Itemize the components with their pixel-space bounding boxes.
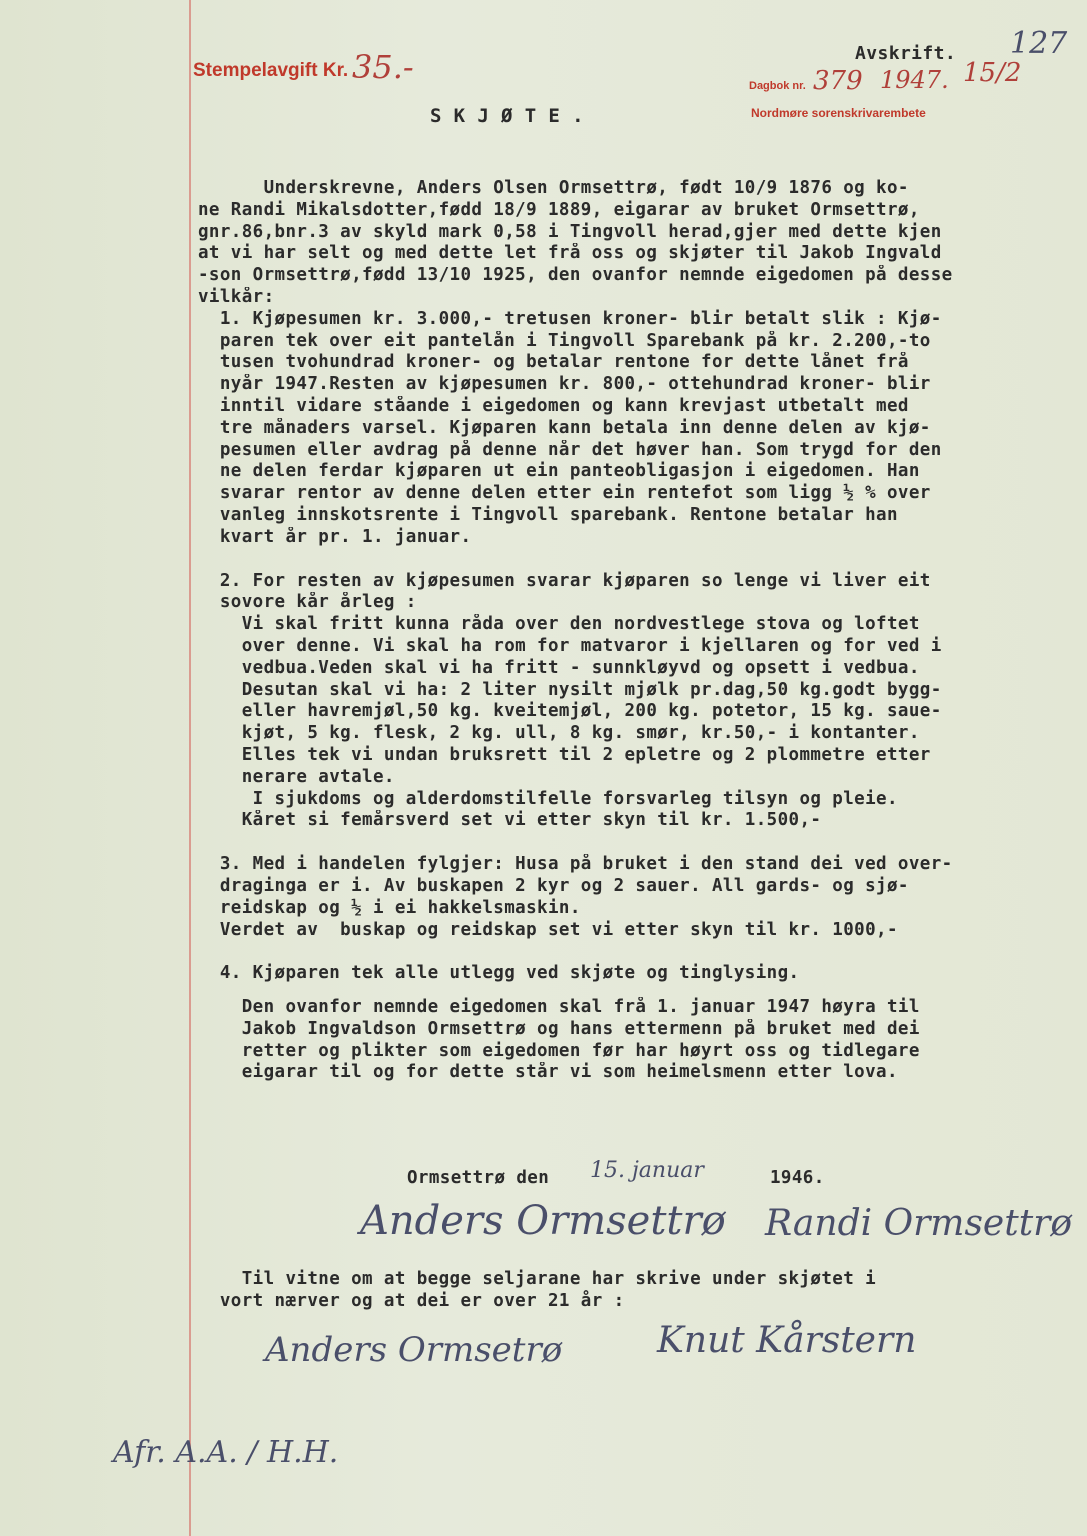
signature-witness-2: Knut Kårstern [657, 1320, 917, 1361]
text-line: Elles tek vi undan bruksrett til 2 epletre og 2 plommetre etter [198, 744, 931, 765]
text-line: nerare avtale. [198, 766, 395, 787]
stamp-fee-amount: 35.- [352, 48, 414, 86]
text-line: vort nærver og at dei er over 21 år : [198, 1291, 625, 1311]
text-line: kvart år pr. 1. januar. [198, 526, 472, 547]
text-line: svarar rentor av denne delen etter ein rentefot som ligg ½ % over [198, 483, 931, 504]
text-line: kjøt, 5 kg. flesk, 2 kg. ull, 8 kg. smør, kr.50,- i kontanter. [198, 723, 920, 744]
signature-seller-1: Anders Ormsettrø [360, 1198, 726, 1244]
journal-date: 15/2 [963, 58, 1022, 88]
text-line: vilkår: [198, 286, 275, 307]
text-line: 1. Kjøpesumen kr. 3.000,- tretusen kroner- blir betalt slik : Kjø- [198, 308, 942, 329]
text-line: inntil vidare ståande i eigedomen og kann krevjast utbetalt med [198, 395, 909, 416]
document-title: S K J Ø T E . [430, 105, 584, 127]
text-line: sovore kår årleg : [198, 592, 417, 613]
initials-annotation: Afr. A.A. / H.H. [113, 1435, 339, 1470]
text-line: Kåret si femårsverd set vi etter skyn til kr. 1.500,- [198, 810, 822, 831]
text-line: gnr.86,bnr.3 av skyld mark 0,58 i Tingvoll herad,gjer med dette kjen [198, 221, 942, 242]
text-line: ne Randi Mikalsdotter,fødd 18/9 1889, eigarar av bruket Ormsettrø, [198, 199, 920, 220]
text-line: eigarar til og for dette står vi som heimelsmenn etter lova. [198, 1062, 898, 1083]
signature-witness-1: Anders Ormsetrø [265, 1330, 563, 1370]
text-line: draginga er i. Av buskapen 2 kyr og 2 sauer. All gards- og sjø- [198, 875, 909, 896]
text-line: 2. For resten av kjøpesumen svarar kjøparen so lenge vi liver eit [198, 570, 931, 591]
deed-body [198, 178, 1078, 1084]
page-number: 127 [1010, 26, 1068, 61]
journal-year: 1947. [880, 66, 949, 94]
text-line: over denne. Vi skal ha rom for matvaror i kjellaren og for ved i [198, 635, 942, 656]
date-year: 1946. [770, 1168, 825, 1188]
text-line: pesumen eller avdrag på denne når det høver han. Som trygd for den [198, 439, 942, 460]
text-line: Jakob Ingvaldson Ormsettrø og hans ettermenn på bruket med dei [198, 1018, 920, 1039]
stamp-fee-label: Stempelavgift Kr. [193, 60, 349, 81]
text-line: tre månaders varsel. Kjøparen kann betala inn denne delen av kjø- [198, 417, 931, 438]
margin-line [189, 0, 191, 1536]
text-line: Den ovanfor nemnde eigedomen skal frå 1. januar 1947 høyra til [198, 997, 920, 1018]
text-line: Til vitne om at begge seljarane har skrive under skjøtet i [198, 1269, 877, 1289]
text-line: Underskrevne, Anders Olsen Ormsettrø, født 10/9 1876 og ko- [198, 178, 909, 198]
text-line: vanleg innskotsrente i Tingvoll sparebank. Rentone betalar han [198, 504, 898, 525]
text-line: retter og plikter som eigedomen før har høyrt oss og tidlegare [198, 1040, 920, 1061]
text-line: Vi skal fritt kunna råda over den nordvestlege stova og loftet [198, 614, 920, 635]
text-line: 3. Med i handelen fylgjer: Husa på bruket i den stand dei ved over- [198, 854, 953, 875]
text-line: Desutan skal vi ha: 2 liter nysilt mjølk pr.dag,50 kg.godt bygg- [198, 679, 942, 700]
witness-text [198, 1268, 876, 1312]
text-line: -son Ormsettrø,fødd 13/10 1925, den ovanfor nemnde eigedomen på desse [198, 265, 953, 286]
office-stamp: Nordmøre sorenskrivarembete [751, 106, 926, 120]
text-line: I sjukdoms og alderdomstilfelle forsvarleg tilsyn og pleie. [198, 788, 898, 809]
text-line: eller havremjøl,50 kg. kveitemjøl, 200 kg. potetor, 15 kg. saue- [198, 701, 942, 722]
date-place: Ormsettrø den [407, 1168, 550, 1188]
text-line: Verdet av buskap og reidskap set vi etter skyn til kr. 1000,- [198, 919, 898, 940]
text-line: ne delen ferdar kjøparen ut ein panteobligasjon i eigedomen. Han [198, 461, 920, 482]
copy-label: Avskrift. [855, 43, 957, 64]
text-line: nyår 1947.Resten av kjøpesumen kr. 800,- ottehundrad kroner- blir [198, 374, 931, 395]
signature-seller-2: Randi Ormsettrø [765, 1203, 1073, 1244]
text-line: tusen tvohundrad kroner- og betalar rentone for dette lånet frå [198, 352, 909, 373]
handwritten-date: 15. januar [590, 1158, 704, 1183]
text-line: 4. Kjøparen tek alle utlegg ved skjøte og tinglysing. [198, 963, 800, 984]
text-line: at vi har selt og med dette let frå oss og skjøter til Jakob Ingvald [198, 243, 942, 264]
text-line: paren tek over eit pantelån i Tingvoll Sparebank på kr. 2.200,-to [198, 330, 931, 351]
journal-label: Dagbok nr. [749, 80, 806, 92]
text-line: vedbua.Veden skal vi ha fritt - sunnkløyvd og opsett i vedbua. [198, 657, 920, 678]
journal-number: 379 [813, 66, 863, 96]
text-line: reidskap og ½ i ei hakkelsmaskin. [198, 897, 581, 918]
